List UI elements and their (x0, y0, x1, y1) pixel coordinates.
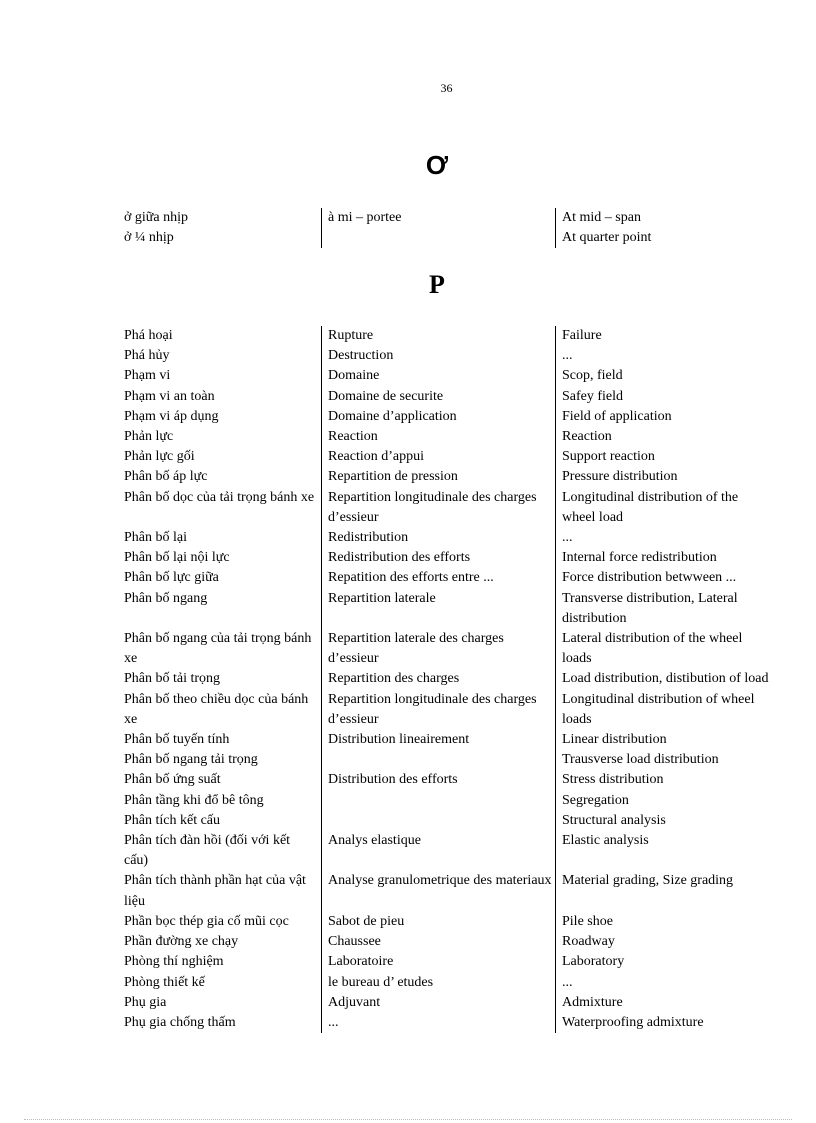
term-french: Destruction (321, 346, 555, 366)
term-english: Waterproofing admixture (555, 1013, 774, 1033)
term-vietnamese: Phân bố lực giữa (124, 570, 219, 586)
term-vietnamese: Phân bố tải trọng (124, 671, 221, 687)
term-french: le bureau d’ etudes (321, 973, 555, 993)
glossary-row (124, 366, 774, 386)
term-french: Laboratoire (321, 952, 555, 972)
glossary-row (124, 932, 774, 952)
term-english: Linear distribution (555, 730, 774, 750)
term-english: Stress distribution (555, 770, 774, 790)
term-english: Longitudinal distribution of the wheel load (555, 488, 774, 528)
term-english: Material grading, Size grading (555, 871, 774, 911)
term-vietnamese: Phần bọc thép gia cố mũi cọc (124, 913, 289, 929)
term-french: à mi – portee (321, 208, 555, 228)
glossary-row (124, 467, 774, 487)
term-french: Rupture (321, 326, 555, 346)
term-french: Analys elastique (321, 831, 555, 871)
term-english: Transverse distribution, Lateral distribution (555, 589, 774, 629)
term-french: Sabot de pieu (321, 912, 555, 932)
glossary-row (124, 871, 774, 911)
term-vietnamese: Phân bố dọc của tải trọng bánh xe (124, 489, 315, 505)
glossary-row (124, 669, 774, 689)
term-english: Laboratory (555, 952, 774, 972)
glossary-row (124, 488, 774, 528)
glossary-row (124, 589, 774, 629)
term-french: Redistribution (321, 528, 555, 548)
glossary-row (124, 1013, 774, 1033)
term-vietnamese: Phân tích đàn hồi (đối với kết cấu) (124, 833, 291, 869)
term-french: Repartition laterale (321, 589, 555, 629)
term-french: Analyse granulometrique des materiaux (321, 871, 555, 911)
term-french: Repartition longitudinale des charges d’essieur (321, 690, 555, 730)
term-vietnamese: Phân bố lại (124, 530, 187, 546)
term-english: Elastic analysis (555, 831, 774, 871)
term-english: Structural analysis (555, 811, 774, 831)
term-french: Reaction d’appui (321, 447, 555, 467)
term-vietnamese: Phản lực (124, 429, 174, 445)
term-vietnamese: ở giữa nhịp (124, 210, 188, 225)
page-bottom-divider (24, 1119, 792, 1120)
term-english: Admixture (555, 993, 774, 1013)
glossary-row (124, 427, 774, 447)
term-english: At mid – span (555, 208, 774, 228)
term-vietnamese: Phân bố theo chiều dọc của bánh xe (124, 691, 309, 727)
glossary-row (124, 912, 774, 932)
term-vietnamese: Phạm vi áp dụng (124, 408, 219, 424)
term-english: Pile shoe (555, 912, 774, 932)
term-english: Support reaction (555, 447, 774, 467)
term-english: Field of application (555, 407, 774, 427)
term-vietnamese: Phụ gia (124, 994, 167, 1010)
glossary-row (124, 973, 774, 993)
term-english: At quarter point (555, 228, 774, 248)
term-english: ... (555, 346, 774, 366)
term-french: Domaine de securite (321, 387, 555, 407)
term-english: ... (555, 528, 774, 548)
term-english: Reaction (555, 427, 774, 447)
term-vietnamese: Phân tích thành phần hạt của vật liệu (124, 873, 306, 909)
glossary-row (124, 208, 774, 228)
term-vietnamese: ở ¼ nhịp (124, 230, 174, 246)
term-vietnamese: Phụ gia chống thấm (124, 1014, 236, 1030)
term-french: Reaction (321, 427, 555, 447)
term-english: Lateral distribution of the wheel loads (555, 629, 774, 669)
term-french (321, 811, 555, 831)
term-english: Failure (555, 326, 774, 346)
term-english: Segregation (555, 791, 774, 811)
term-french: Repartition de pression (321, 467, 555, 487)
term-vietnamese: Phá hủy (124, 348, 170, 364)
glossary-row (124, 831, 774, 871)
section-heading-o: Ơ (425, 150, 449, 180)
term-vietnamese: Phạm vi (124, 368, 171, 384)
term-vietnamese: Phòng thí nghiệm (124, 954, 224, 970)
glossary-row (124, 750, 774, 770)
term-french: ... (321, 1013, 555, 1033)
term-english: Roadway (555, 932, 774, 952)
term-vietnamese: Phân tích kết cấu (124, 812, 221, 828)
glossary-row (124, 730, 774, 750)
glossary-row (124, 629, 774, 669)
glossary-row (124, 346, 774, 366)
term-vietnamese: Phân bố ứng suất (124, 772, 221, 788)
glossary-row (124, 791, 774, 811)
term-english: Load distribution, distibution of load (555, 669, 774, 689)
glossary-row (124, 568, 774, 588)
glossary-section-o (124, 208, 774, 248)
term-vietnamese: Phân bố ngang (124, 590, 208, 606)
glossary-row (124, 952, 774, 972)
term-vietnamese: Phá hoại (124, 328, 173, 343)
term-vietnamese: Phòng thiết kế (124, 974, 205, 990)
term-french: Domaine d’application (321, 407, 555, 427)
term-vietnamese: Phân bố lại nội lực (124, 550, 230, 566)
term-french: Chaussee (321, 932, 555, 952)
glossary-row (124, 811, 774, 831)
term-vietnamese: Phân bố ngang của tải trọng bánh xe (124, 631, 312, 667)
term-french: Redistribution des efforts (321, 548, 555, 568)
glossary-row (124, 447, 774, 467)
term-english: Safey field (555, 387, 774, 407)
glossary-row (124, 528, 774, 548)
term-french: Distribution lineairement (321, 730, 555, 750)
term-french: Repartition laterale des charges d’essieur (321, 629, 555, 669)
term-vietnamese: Phân bố tuyến tính (124, 732, 230, 748)
glossary-row (124, 326, 774, 346)
term-english: ... (555, 973, 774, 993)
term-french (321, 750, 555, 770)
section-heading-p: P (429, 270, 445, 299)
glossary-section-p (124, 326, 774, 1033)
term-vietnamese: Phần đường xe chạy (124, 934, 239, 950)
glossary-row (124, 228, 774, 248)
term-french: Domaine (321, 366, 555, 386)
term-vietnamese: Phản lực gối (124, 449, 195, 465)
term-english: Scop, field (555, 366, 774, 386)
page-number: 36 (440, 81, 453, 95)
term-french: Repatition des efforts entre ... (321, 568, 555, 588)
term-french: Adjuvant (321, 993, 555, 1013)
term-vietnamese: Phân bố ngang tải trọng (124, 752, 258, 768)
term-english: Force distribution betwween ... (555, 568, 774, 588)
glossary-row (124, 770, 774, 790)
term-french: Repartition longitudinale des charges d’essieur (321, 488, 555, 528)
term-french: Repartition des charges (321, 669, 555, 689)
glossary-row (124, 993, 774, 1013)
glossary-row (124, 407, 774, 427)
glossary-row (124, 690, 774, 730)
term-english: Longitudinal distribution of wheel loads (555, 690, 774, 730)
term-vietnamese: Phạm vi an toàn (124, 388, 215, 404)
term-vietnamese: Phân bố áp lực (124, 469, 208, 485)
term-french (321, 228, 555, 248)
glossary-row (124, 548, 774, 568)
term-vietnamese: Phân tầng khi đổ bê tông (124, 792, 264, 808)
glossary-row (124, 387, 774, 407)
term-french: Distribution des efforts (321, 770, 555, 790)
term-french (321, 791, 555, 811)
term-english: Trausverse load distribution (555, 750, 774, 770)
term-english: Pressure distribution (555, 467, 774, 487)
term-english: Internal force redistribution (555, 548, 774, 568)
